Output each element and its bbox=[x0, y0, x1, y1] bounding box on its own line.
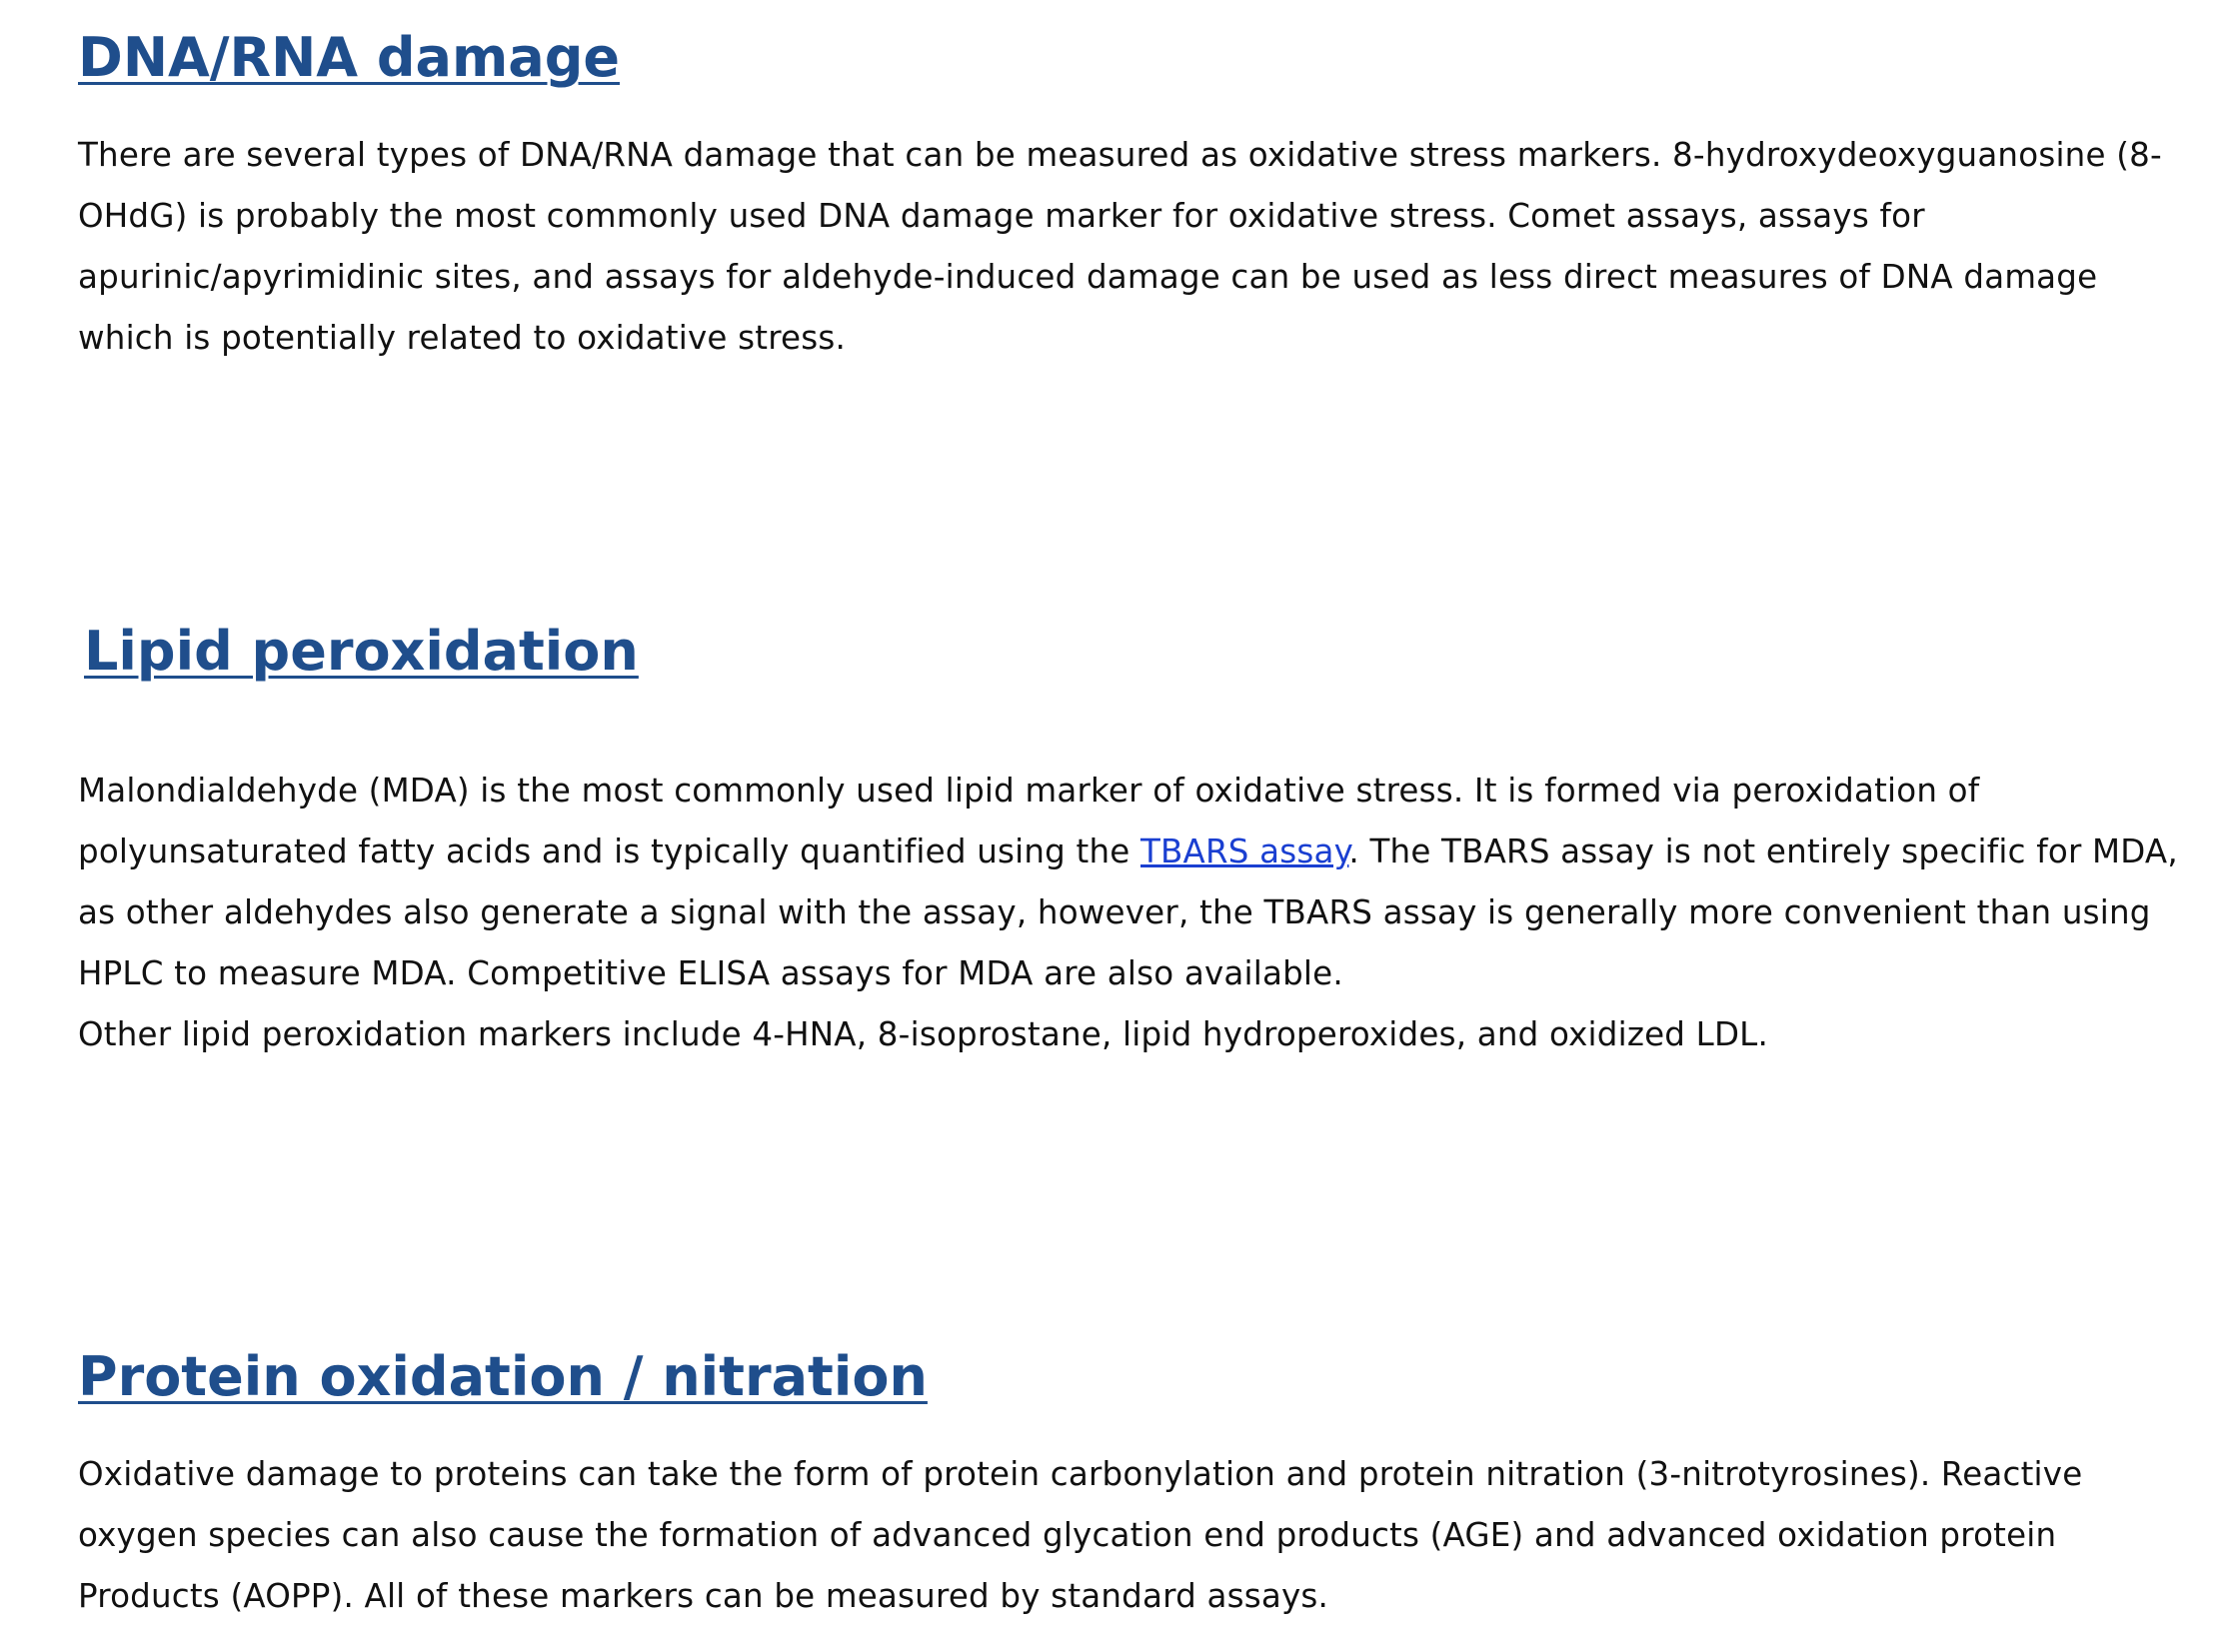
section-protein-oxidation bbox=[78, 1347, 2187, 1627]
tbars-assay-link[interactable]: TBARS assay bbox=[1140, 832, 1349, 871]
lipid-text-after-link: . The TBARS assay is not entirely specific for MDA, as other aldehydes also generate a signal with the assay, however, the TBARS assay is generally more convenient than using HPLC to measure MDA. Competitive ELISA assays for MDA are also available. bbox=[78, 832, 2178, 993]
paragraph-other-lipid-markers: Other lipid peroxidation markers include 4-HNA, 8-isoprostane, lipid hydroperoxides, and oxidized LDL. bbox=[78, 1015, 1769, 1054]
section-lipid-peroxidation bbox=[78, 620, 2193, 1065]
lipid-text-before-link: Malondialdehyde (MDA) is the most commonly used lipid marker of oxidative stress. It is formed via peroxidation of polyunsaturated fatty acids and is typically quantified using the bbox=[78, 772, 1980, 871]
heading-lipid-peroxidation: Lipid peroxidation bbox=[84, 620, 639, 683]
paragraph-lipid-peroxidation bbox=[78, 761, 2193, 1065]
paragraph-protein-oxidation: Oxidative damage to proteins can take the form of protein carbonylation and protein nitration (3-nitrotyrosines). Reactive oxygen species can also cause the formation of advanced glycation end products (AGE) and advanced oxidation protein Products (AOPP). All of these markers can be measured by standard assays. bbox=[78, 1455, 2083, 1616]
heading-dna-rna-damage: DNA/RNA damage bbox=[78, 26, 620, 89]
heading-protein-oxidation: Protein oxidation / nitration bbox=[78, 1345, 928, 1408]
paragraph-dna-rna-damage: There are several types of DNA/RNA damage that can be measured as oxidative stress markers. 8-hydroxydeoxyguanosine (8-OHdG) is probably the most commonly used DNA damage marker for oxidative stress. Comet assays, assays for apurinic/apyrimidinic sites, and assays for aldehyde-induced damage can be used as less direct measures of DNA damage which is potentially related to oxidative stress. bbox=[78, 136, 2162, 358]
section-dna-rna-damage bbox=[78, 28, 2187, 369]
